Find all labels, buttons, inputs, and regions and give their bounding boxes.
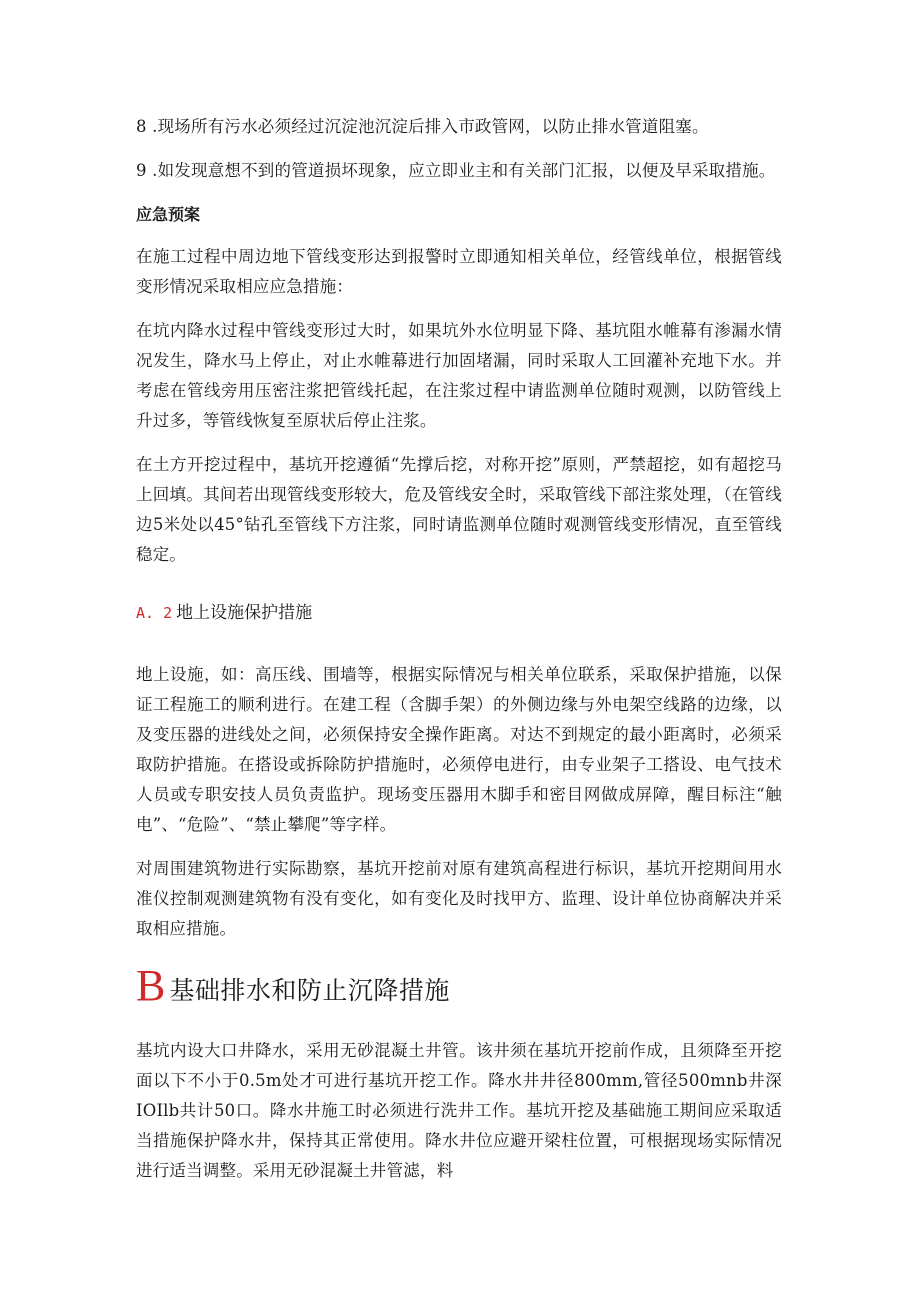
section-a2-heading (136, 598, 782, 628)
emergency-intro-paragraph: 在施工过程中周边地下管线变形达到报警时立即通知相关单位，经管线单位，根据管线变形情况采取相应应急措施： (136, 247, 782, 296)
section-a2-title: 地上设施保护措施 (176, 603, 313, 623)
list-item-9: 9 .如发现意想不到的管道损坏现象，应立即业主和有关部门汇报，以便及早采取措施。 (136, 161, 776, 180)
section-a2-paragraph-1: 地上设施，如：高压线、围墙等，根据实际情况与相关单位联系，采取保护措施，以保证工程施工的顺利进行。在建工程（含脚手架）的外侧边缘与外电架空线路的边缘，以及变压器的进线处之间，必须保持安全操作距离。对达不到规定的最小距离时，必须采取防护措施。在搭设或拆除防护措施时，必须停电进行，由专业架子工搭设、电气技术人员或专职安技人员负责监护。现场变压器用木脚手和密目网做成屏障，醒目标注“触电”、“危险”、“禁止攀爬”等字样。 (136, 665, 782, 834)
section-a2-paragraph-2: 对周围建筑物进行实际勘察，基坑开挖前对原有建筑高程进行标识，基坑开挖期间用水准仪控制观测建筑物有没有变化，如有变化及时找甲方、监理、设计单位协商解决并采取相应措施。 (136, 859, 782, 938)
section-a2-number: A. 2 (136, 604, 173, 622)
section-b-heading (136, 961, 782, 1010)
emergency-heading: 应急预案 (136, 205, 201, 224)
section-b-paragraph: 基坑内设大口井降水，采用无砂混凝土井管。该井须在基坑开挖前作成，且须降至开挖面以下不小于0.5m处才可进行基坑开挖工作。降水井井径800mm,管径500mnb井深IOIlb共计50口。降水井施工时必须进行洗井工作。基坑开挖及基础施工期间应采取适当措施保护降水井，保持其正常使用。降水井位应避开梁柱位置，可根据现场实际情况进行适当调整。采用无砂混凝土井管滤，料 (136, 1041, 782, 1180)
section-b-title: 基础排水和防止沉降措施 (169, 976, 450, 1005)
document-page (136, 112, 782, 1186)
emergency-dewatering-paragraph: 在坑内降水过程中管线变形过大时，如果坑外水位明显下降、基坑阻水帷幕有渗漏水情况发生，降水马上停止，对止水帷幕进行加固堵漏，同时采取人工回灌补充地下水。并考虑在管线旁用压密注浆把管线托起，在注浆过程中请监测单位随时观测，以防管线上升过多，等管线恢复至原状后停止注浆。 (136, 321, 782, 430)
section-b-letter: B (136, 961, 166, 1010)
emergency-excavation-paragraph: 在土方开挖过程中，基坑开挖遵循“先撑后挖，对称开挖”原则，严禁超挖，如有超挖马上回填。其间若出现管线变形较大，危及管线安全时，采取管线下部注浆处理，（在管线边5米处以45°钻孔至管线下方注浆，同时请监测单位随时观测管线变形情况，直至管线稳定。 (136, 455, 782, 564)
list-item-8: 8 .现场所有污水必须经过沉淀池沉淀后排入市政管网，以防止排水管道阻塞。 (136, 117, 709, 136)
